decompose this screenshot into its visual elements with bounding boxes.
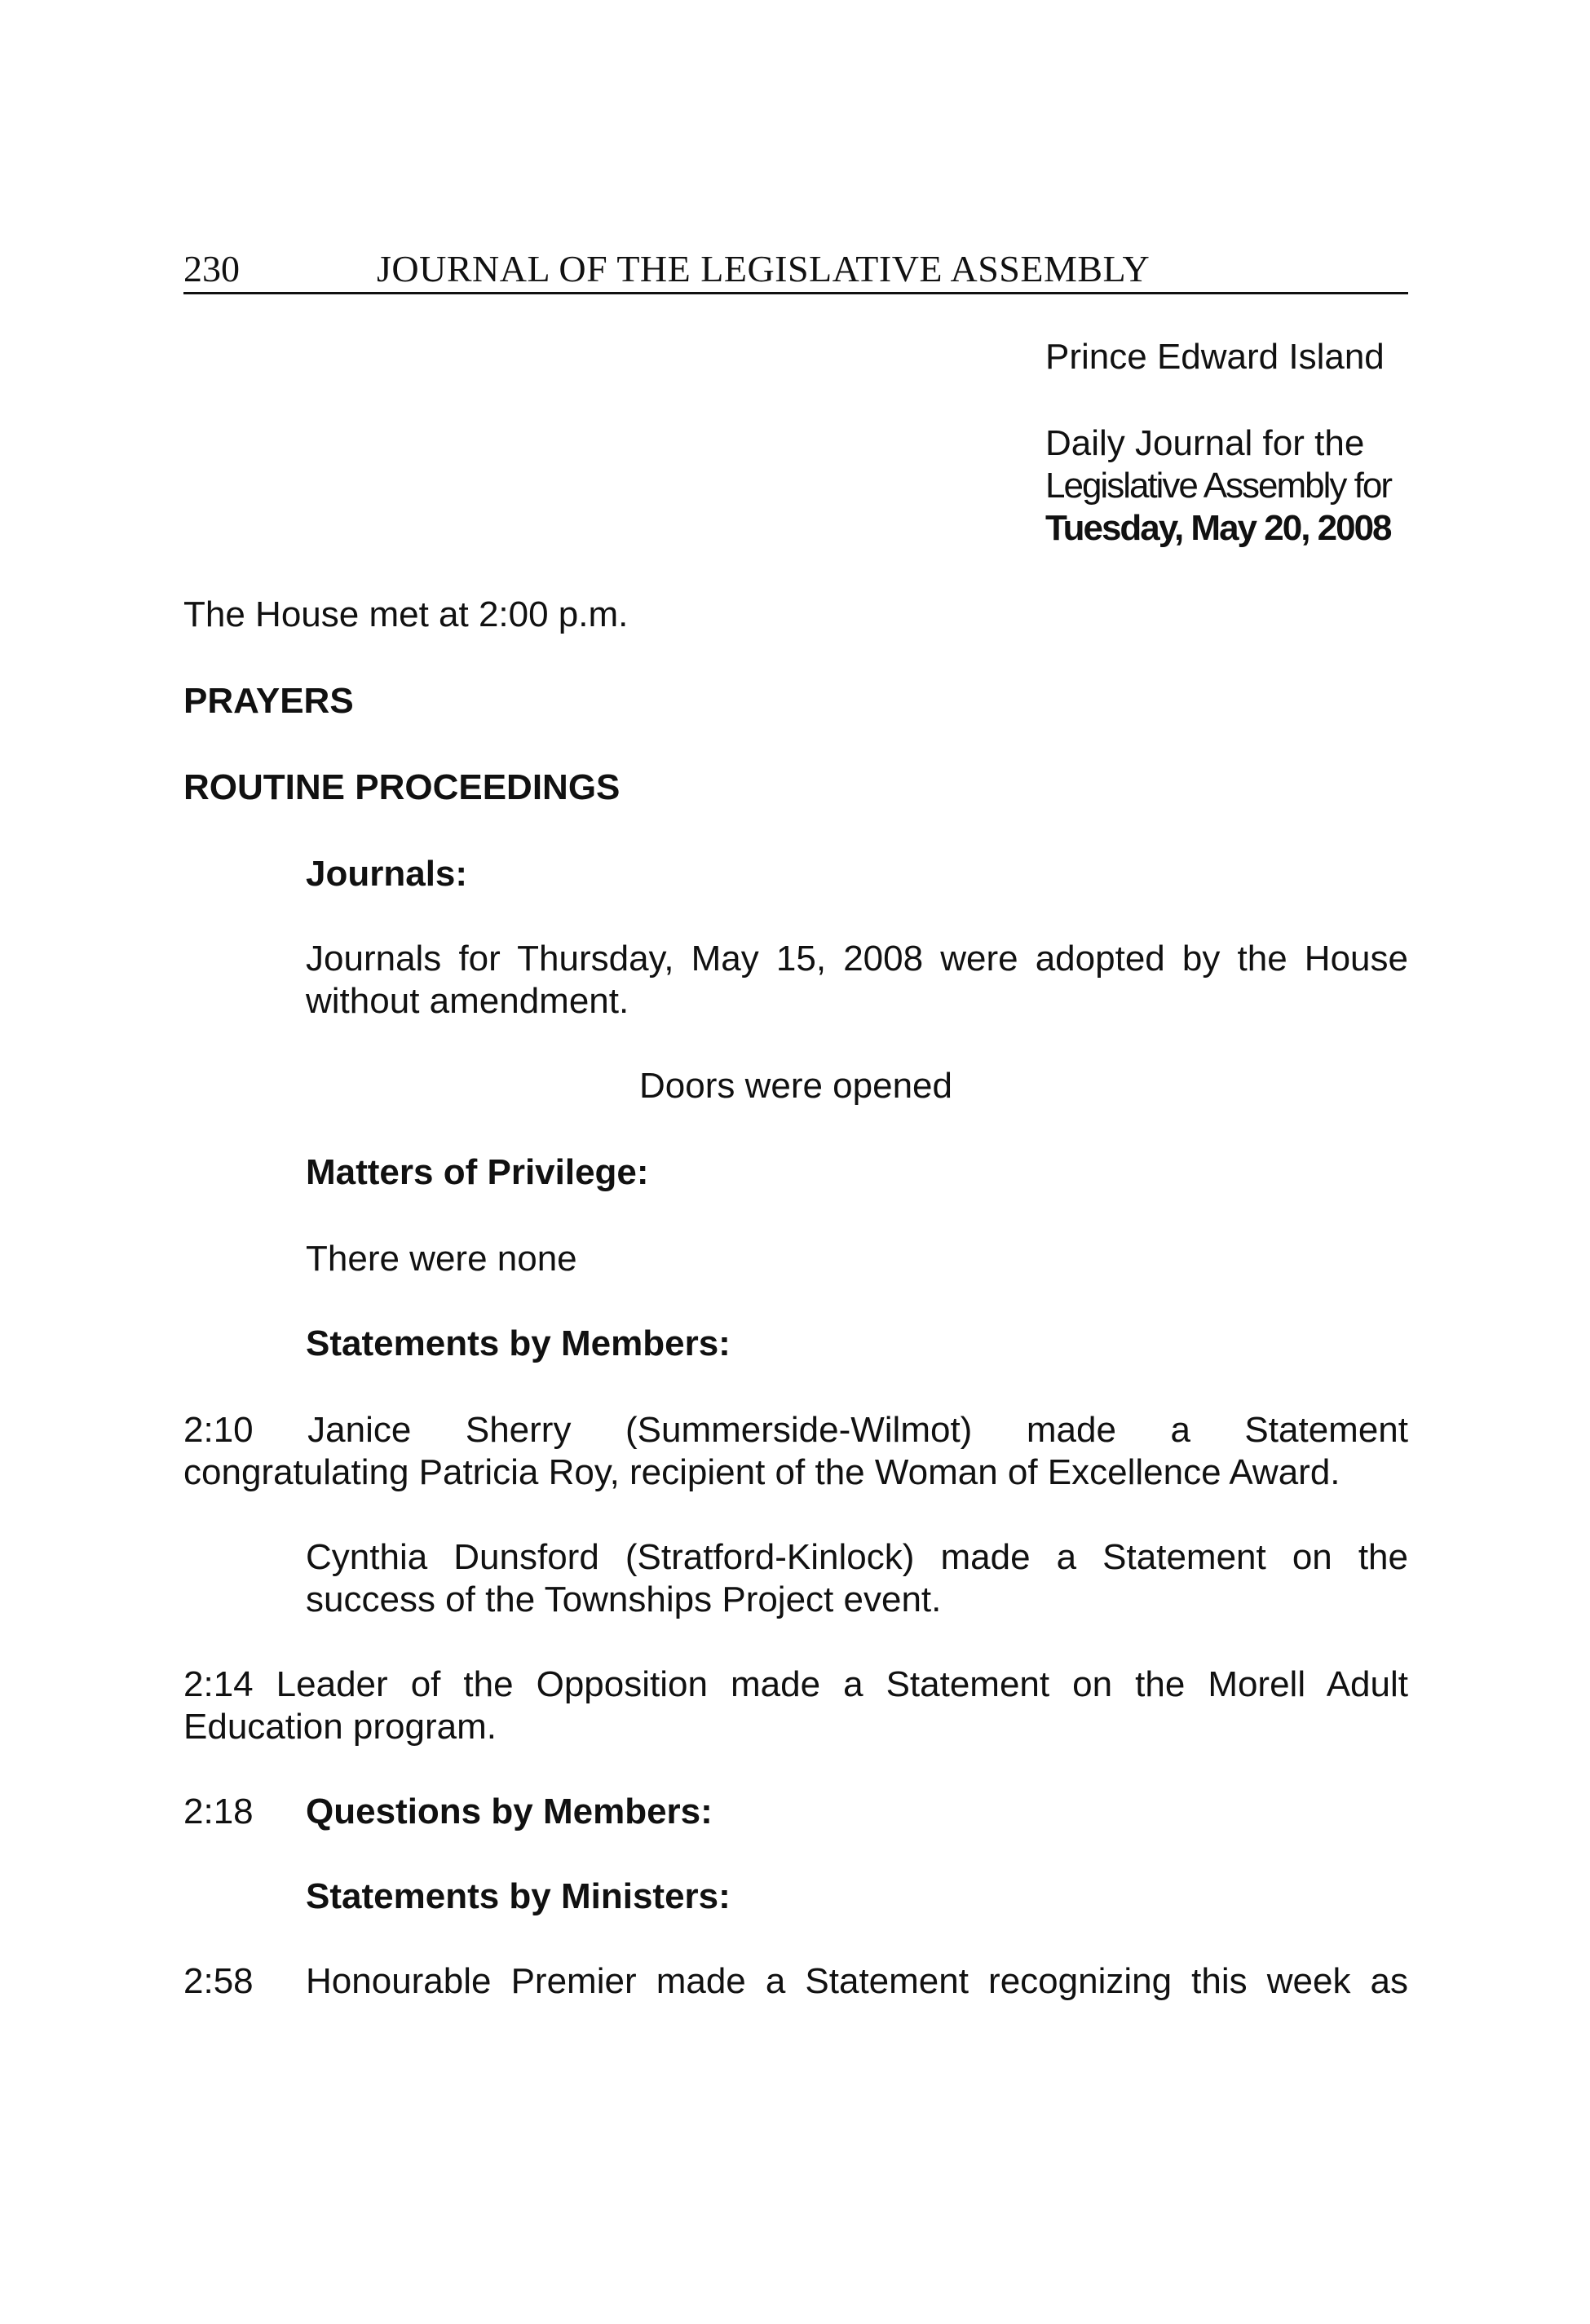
masthead-line-1: Daily Journal for the: [1045, 423, 1365, 463]
statement-3-line-2: Education program.: [183, 1707, 497, 1747]
privilege-text: There were none: [306, 1239, 577, 1279]
journals-paragraph: Journals for Thursday, May 15, 2008 were adopted by the House without amendment.: [306, 939, 1408, 1021]
statement-3-line-1: 2:14 Leader of the Opposition made a Statement on the Morell Adult: [183, 1664, 1408, 1704]
page-number: 230: [183, 248, 240, 289]
running-title: JOURNAL OF THE LEGISLATIVE ASSEMBLY: [377, 248, 1151, 289]
statement-1-line-2: congratulating Patricia Roy, recipient of the Woman of Excellence Award.: [183, 1452, 1340, 1492]
journals-heading: Journals:: [306, 854, 468, 894]
routine-proceedings-heading: ROUTINE PROCEEDINGS: [183, 767, 621, 807]
statement-1-line-1: 2:10 Janice Sherry (Summerside-Wilmot) made a Statement: [183, 1410, 1408, 1450]
masthead-province: Prince Edward Island: [1045, 337, 1385, 377]
opening-line: The House met at 2:00 p.m.: [183, 594, 629, 634]
privilege-heading: Matters of Privilege:: [306, 1152, 649, 1192]
prayers-heading: PRAYERS: [183, 681, 354, 721]
members-statements-heading: Statements by Members:: [306, 1323, 731, 1363]
masthead-date: Tuesday, May 20, 2008: [1045, 508, 1391, 548]
page-header: [183, 246, 1408, 294]
questions-heading: Questions by Members:: [306, 1792, 713, 1831]
ministers-statements-heading: Statements by Ministers:: [306, 1876, 731, 1916]
doors-opened-line: Doors were opened: [638, 1066, 952, 1106]
premier-statement-line: Honourable Premier made a Statement recognizing this week as: [306, 1961, 1408, 2001]
statement-2-paragraph: Cynthia Dunsford (Stratford-Kinlock) made a Statement on the success of the Townships Project event.: [306, 1537, 1408, 1619]
premier-time: 2:58: [183, 1961, 254, 2001]
questions-time: 2:18: [183, 1792, 254, 1831]
masthead-line-2: Legislative Assembly for: [1045, 466, 1391, 506]
